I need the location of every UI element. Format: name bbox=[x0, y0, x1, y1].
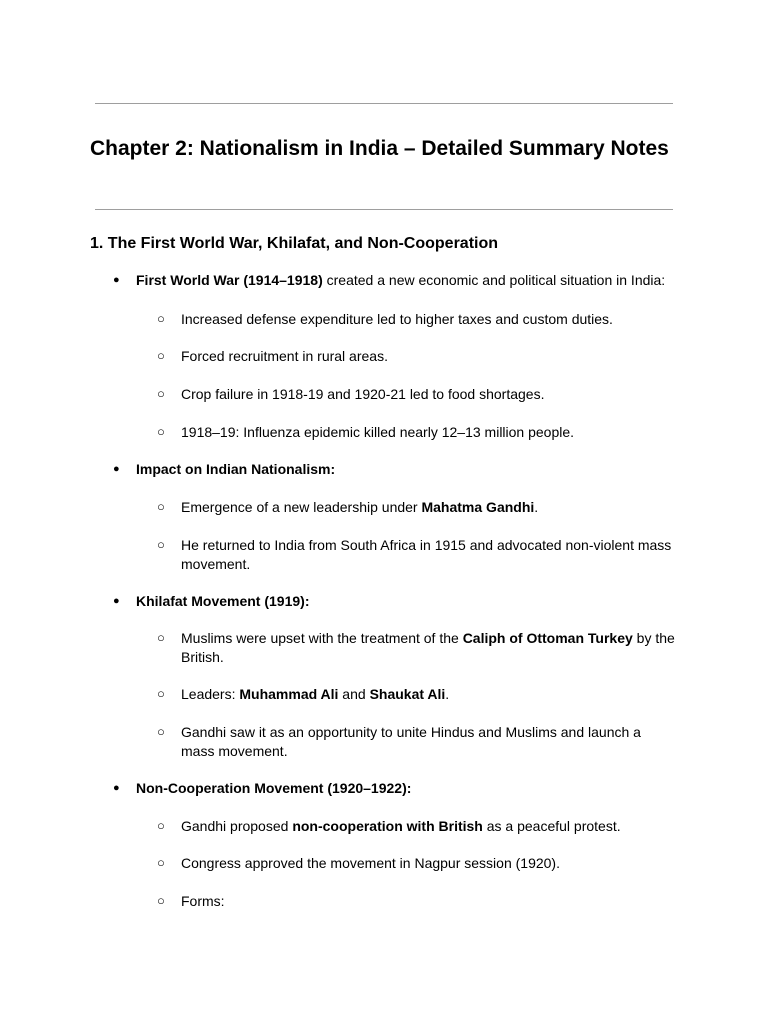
sub-list-item bbox=[157, 423, 678, 442]
sub-list-item bbox=[157, 723, 678, 761]
circle-bullet-icon: ○ bbox=[157, 386, 165, 401]
list-item bbox=[113, 592, 681, 611]
sub-list-item bbox=[157, 385, 678, 404]
bullet-icon: ● bbox=[113, 595, 120, 607]
sub-list-item bbox=[157, 892, 678, 911]
circle-bullet-icon: ○ bbox=[157, 724, 165, 739]
sub-list-item bbox=[157, 347, 678, 366]
circle-bullet-icon: ○ bbox=[157, 424, 165, 439]
sub-item-text: He returned to India from South Africa in 1915 and advocated non-violent mass movement. bbox=[181, 537, 672, 572]
list-item bbox=[113, 779, 681, 798]
sub-item-text: Crop failure in 1918-19 and 1920-21 led to food shortages. bbox=[181, 386, 545, 402]
top-divider bbox=[95, 103, 673, 104]
sub-item-text: as a peaceful protest. bbox=[482, 818, 621, 834]
sub-list-item bbox=[157, 310, 678, 329]
item-bold-text: First World War (1914–1918) bbox=[136, 272, 323, 288]
sub-list-item bbox=[157, 854, 678, 873]
sub-list-item bbox=[157, 629, 678, 667]
circle-bullet-icon: ○ bbox=[157, 630, 165, 645]
sub-list-item bbox=[157, 817, 678, 836]
bullet-icon: ● bbox=[113, 274, 120, 286]
sub-item-bold-text: Mahatma Gandhi bbox=[421, 499, 535, 515]
sub-item-text: Emergence of a new leadership under bbox=[181, 499, 422, 515]
item-bold-text: Impact on Indian Nationalism: bbox=[136, 461, 336, 477]
bullet-icon: ● bbox=[113, 782, 120, 794]
sub-item-text: Increased defense expenditure led to higher taxes and custom duties. bbox=[181, 311, 613, 327]
sub-item-text: by the British. bbox=[181, 630, 675, 665]
sub-item-text: Muslims were upset with the treatment of the bbox=[181, 630, 463, 646]
sub-list-item bbox=[157, 498, 678, 517]
item-bold-text: Non-Cooperation Movement (1920–1922): bbox=[136, 780, 412, 796]
bullet-icon: ● bbox=[113, 463, 120, 475]
item-bold-text: Khilafat Movement (1919): bbox=[136, 593, 310, 609]
sub-item-text: Forms: bbox=[181, 893, 225, 909]
circle-bullet-icon: ○ bbox=[157, 499, 165, 514]
circle-bullet-icon: ○ bbox=[157, 686, 165, 701]
sub-item-bold-text: Shaukat Ali bbox=[369, 686, 446, 702]
page-title: Chapter 2: Nationalism in India – Detailed Summary Notes bbox=[90, 137, 669, 160]
title-divider bbox=[95, 209, 673, 210]
section-heading: 1. The First World War, Khilafat, and Non-Cooperation bbox=[90, 235, 499, 252]
sub-item-text: Leaders: bbox=[181, 686, 240, 702]
sub-item-text: . bbox=[445, 686, 450, 702]
sub-item-bold-text: Caliph of Ottoman Turkey bbox=[462, 630, 633, 646]
sub-item-text: Gandhi saw it as an opportunity to unite Hindus and Muslims and launch a mass movement. bbox=[181, 724, 641, 759]
item-text: created a new economic and political situation in India: bbox=[322, 272, 666, 288]
list-item bbox=[113, 271, 681, 290]
sub-item-bold-text: Muhammad Ali bbox=[239, 686, 339, 702]
list-item bbox=[113, 460, 681, 479]
circle-bullet-icon: ○ bbox=[157, 348, 165, 363]
sub-item-text: 1918–19: Influenza epidemic killed nearly 12–13 million people. bbox=[181, 424, 575, 440]
sub-item-text: Forced recruitment in rural areas. bbox=[181, 348, 388, 364]
circle-bullet-icon: ○ bbox=[157, 537, 165, 552]
circle-bullet-icon: ○ bbox=[157, 893, 165, 908]
sub-item-text: and bbox=[338, 686, 370, 702]
sub-item-text: Gandhi proposed bbox=[181, 818, 293, 834]
sub-list-item bbox=[157, 685, 678, 704]
sub-item-bold-text: non-cooperation with British bbox=[292, 818, 483, 834]
sub-item-text: Congress approved the movement in Nagpur session (1920). bbox=[181, 855, 560, 871]
circle-bullet-icon: ○ bbox=[157, 855, 165, 870]
sub-list-item bbox=[157, 536, 678, 574]
circle-bullet-icon: ○ bbox=[157, 311, 165, 326]
circle-bullet-icon: ○ bbox=[157, 818, 165, 833]
sub-item-text: . bbox=[534, 499, 539, 515]
